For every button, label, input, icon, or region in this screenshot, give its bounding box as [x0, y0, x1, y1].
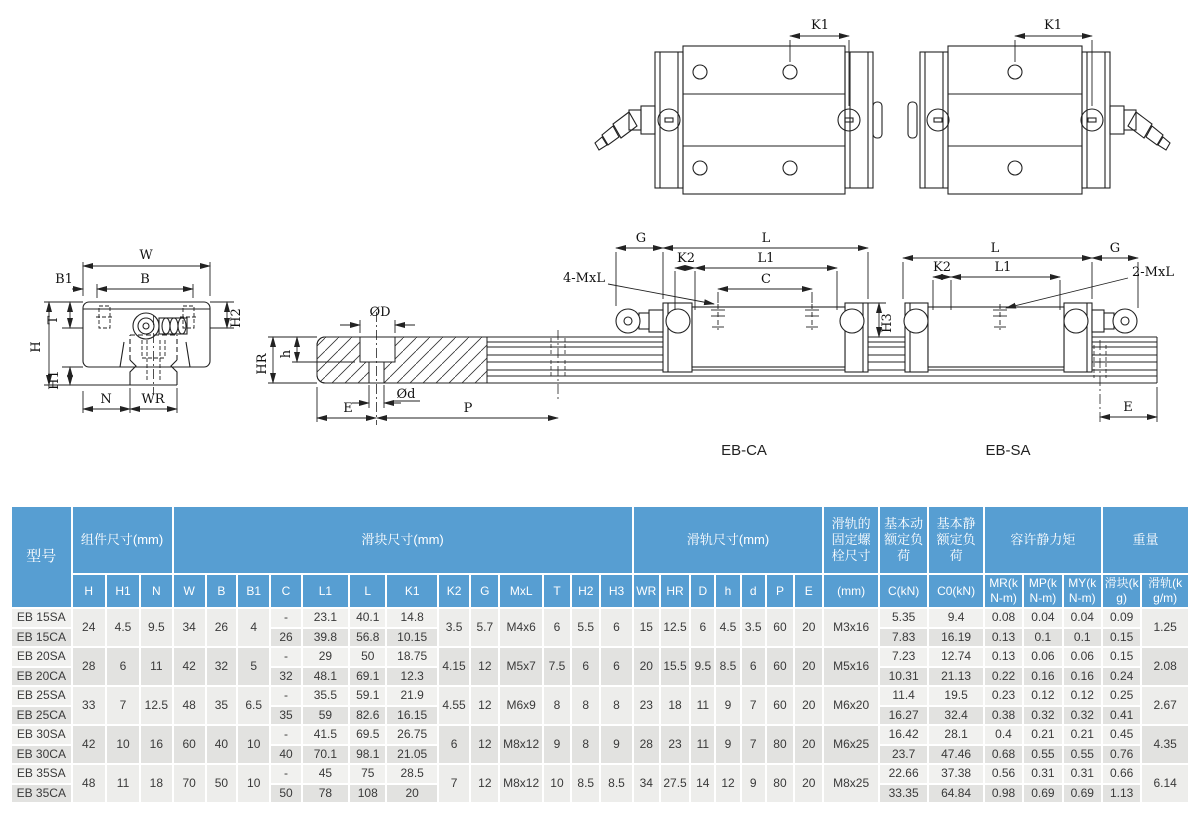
cell-C0_kN: 64.84	[928, 784, 984, 804]
cell-MP: 0.06	[1023, 647, 1062, 667]
cell-bolt-size: M3x16	[823, 608, 879, 647]
dim-label-g-sa: G	[1109, 241, 1121, 256]
dim-label-k1-sa: K1	[1044, 18, 1062, 33]
cell-MY: 0.69	[1063, 784, 1102, 804]
cell-L1: 59	[302, 706, 349, 726]
cell-K1: 10.15	[386, 628, 437, 648]
col-header-k2: K2	[438, 574, 470, 608]
cell-D: 14	[690, 764, 715, 803]
cell-L: 108	[349, 784, 386, 804]
cell-C0_kN: 28.1	[928, 725, 984, 745]
col-header-n: N	[140, 574, 172, 608]
dim-label-h: H	[29, 341, 44, 353]
cell-W: 34	[173, 608, 206, 647]
cell-T: 6	[543, 608, 571, 647]
cell-WR: 23	[633, 686, 660, 725]
cell-H3: 6	[600, 608, 632, 647]
cell-H: 42	[72, 725, 106, 764]
cell-MY: 0.55	[1063, 745, 1102, 765]
dim-label-l1-sa: L1	[994, 260, 1012, 275]
cell-WR: 34	[633, 764, 660, 803]
dim-label-w: W	[139, 248, 153, 263]
col-header-ckn: C(kN)	[879, 574, 928, 608]
cell-block_kg: 0.15	[1102, 628, 1141, 648]
cell-C: -	[270, 725, 301, 745]
model-cell: EB 30SA	[11, 725, 72, 745]
dim-label-l-ca: L	[761, 231, 771, 246]
top-view-sa-block	[908, 46, 1170, 194]
col-group-0: 组件尺寸(mm)	[72, 506, 173, 574]
caption-eb-sa: EB-SA	[985, 442, 1031, 459]
dim-label-b1: B1	[55, 272, 73, 287]
dim-label-l-sa: L	[990, 241, 1000, 256]
cell-L: 40.1	[349, 608, 386, 628]
cell-C: -	[270, 647, 301, 667]
model-cell: EB 15CA	[11, 628, 72, 648]
cell-MP: 0.12	[1023, 686, 1062, 706]
cell-C0_kN: 21.13	[928, 667, 984, 687]
dim-label-n: N	[100, 392, 112, 407]
cell-C: 50	[270, 784, 301, 804]
cell-H3: 6	[600, 647, 632, 686]
cell-H: 24	[72, 608, 106, 647]
cell-MY: 0.21	[1063, 725, 1102, 745]
cell-MP: 0.32	[1023, 706, 1062, 726]
col-header-d: d	[741, 574, 766, 608]
cell-K1: 16.15	[386, 706, 437, 726]
cell-HR: 23	[660, 725, 690, 764]
cell-h: 9	[715, 725, 740, 764]
cell-B: 32	[206, 647, 237, 686]
cell-block_kg: 0.25	[1102, 686, 1141, 706]
cell-H3: 8	[600, 686, 632, 725]
cell-h: 4.5	[715, 608, 740, 647]
col-header-l: L	[349, 574, 386, 608]
dim-label-4mxl: 4-MxL	[563, 271, 605, 286]
cell-H2: 5.5	[571, 608, 600, 647]
cell-rail-weight: 2.67	[1141, 686, 1189, 725]
cell-MY: 0.04	[1063, 608, 1102, 628]
cell-L1: 29	[302, 647, 349, 667]
caption-eb-ca: EB-CA	[721, 442, 767, 459]
cell-block_kg: 0.24	[1102, 667, 1141, 687]
cell-HR: 18	[660, 686, 690, 725]
col-header-d: D	[690, 574, 715, 608]
dim-label-inner-diameter: Ød	[396, 387, 416, 402]
col-group-3: 滑轨的固定螺栓尺寸	[823, 506, 879, 574]
cell-E: 20	[794, 647, 823, 686]
model-cell: EB 35SA	[11, 764, 72, 784]
cell-L: 50	[349, 647, 386, 667]
cell-B: 50	[206, 764, 237, 803]
cell-D: 11	[690, 686, 715, 725]
cell-C0_kN: 16.19	[928, 628, 984, 648]
cell-MR: 0.98	[984, 784, 1023, 804]
cell-H: 48	[72, 764, 106, 803]
cell-h: 8.5	[715, 647, 740, 686]
cell-H3: 9	[600, 725, 632, 764]
cell-C0_kN: 47.46	[928, 745, 984, 765]
cell-D: 9.5	[690, 647, 715, 686]
cell-K1: 12.3	[386, 667, 437, 687]
cell-C0_kN: 12.74	[928, 647, 984, 667]
cell-rail-weight: 6.14	[1141, 764, 1189, 803]
dim-label-l1-ca: L1	[757, 251, 775, 266]
cell-H3: 8.5	[600, 764, 632, 803]
cell-C_kN: 7.83	[879, 628, 928, 648]
model-cell: EB 15SA	[11, 608, 72, 628]
dim-label-h3: H3	[880, 313, 895, 333]
dim-label-h-small: h	[279, 349, 294, 359]
model-cell: EB 30CA	[11, 745, 72, 765]
cell-MP: 0.31	[1023, 764, 1062, 784]
cell-MR: 0.23	[984, 686, 1023, 706]
dim-label-e-section: E	[343, 401, 353, 416]
cell-W: 42	[173, 647, 206, 686]
cell-bolt-size: M6x20	[823, 686, 879, 725]
cell-B1: 5	[237, 647, 270, 686]
cell-MP: 0.55	[1023, 745, 1062, 765]
cell-d: 6	[741, 647, 766, 686]
front-view-block-on-rail	[83, 302, 210, 395]
cell-C: 32	[270, 667, 301, 687]
cell-C_kN: 11.4	[879, 686, 928, 706]
cell-C: 40	[270, 745, 301, 765]
col-group-4: 基本动额定负荷	[879, 506, 928, 574]
cell-MxL: M8x12	[499, 725, 542, 764]
cell-L1: 41.5	[302, 725, 349, 745]
specification-table-container	[10, 505, 1190, 804]
dim-label-e-sa: E	[1123, 400, 1133, 415]
col-header-l1: L1	[302, 574, 349, 608]
cell-MxL: M8x12	[499, 764, 542, 803]
cell-G: 12	[470, 686, 499, 725]
cell-MP: 0.04	[1023, 608, 1062, 628]
cell-bolt-size: M5x16	[823, 647, 879, 686]
cell-G: 12	[470, 725, 499, 764]
col-header-kg: 滑块(kg)	[1102, 574, 1141, 608]
col-header-hr: HR	[660, 574, 690, 608]
cell-C_kN: 10.31	[879, 667, 928, 687]
cell-C: -	[270, 608, 301, 628]
model-cell: EB 20CA	[11, 667, 72, 687]
cell-H: 33	[72, 686, 106, 725]
cell-rail-weight: 2.08	[1141, 647, 1189, 686]
cell-N: 11	[140, 647, 172, 686]
cell-P: 80	[766, 725, 794, 764]
cell-block_kg: 1.13	[1102, 784, 1141, 804]
cell-C0_kN: 9.4	[928, 608, 984, 628]
cell-P: 60	[766, 686, 794, 725]
cell-C_kN: 22.66	[879, 764, 928, 784]
cell-d: 3.5	[741, 608, 766, 647]
col-header-model: 型号	[11, 506, 72, 608]
cell-W: 60	[173, 725, 206, 764]
cell-rail-weight: 1.25	[1141, 608, 1189, 647]
cell-L: 69.1	[349, 667, 386, 687]
cell-MY: 0.1	[1063, 628, 1102, 648]
cell-W: 70	[173, 764, 206, 803]
cell-C: 35	[270, 706, 301, 726]
col-header-h1: H1	[106, 574, 140, 608]
cell-E: 20	[794, 686, 823, 725]
cell-T: 8	[543, 686, 571, 725]
col-header-h: h	[715, 574, 740, 608]
cell-h: 12	[715, 764, 740, 803]
cell-MxL: M4x6	[499, 608, 542, 647]
cell-H: 28	[72, 647, 106, 686]
cell-H2: 6	[571, 647, 600, 686]
dim-label-h1: H1	[47, 370, 62, 390]
cell-W: 48	[173, 686, 206, 725]
dim-label-p: P	[463, 401, 473, 416]
cell-G: 12	[470, 647, 499, 686]
cell-MR: 0.38	[984, 706, 1023, 726]
cell-T: 9	[543, 725, 571, 764]
cell-L: 75	[349, 764, 386, 784]
cell-D: 6	[690, 608, 715, 647]
cell-block_kg: 0.45	[1102, 725, 1141, 745]
cell-P: 60	[766, 647, 794, 686]
cell-H2: 8	[571, 686, 600, 725]
col-header-h2: H2	[571, 574, 600, 608]
cell-T: 7.5	[543, 647, 571, 686]
cell-MR: 0.13	[984, 647, 1023, 667]
cell-H2: 8	[571, 725, 600, 764]
cell-N: 18	[140, 764, 172, 803]
cell-MxL: M6x9	[499, 686, 542, 725]
cell-C: 26	[270, 628, 301, 648]
cell-bolt-size: M6x25	[823, 725, 879, 764]
dim-label-k2-ca: K2	[677, 251, 695, 266]
cell-MR: 0.13	[984, 628, 1023, 648]
model-cell: EB 25SA	[11, 686, 72, 706]
cell-L: 69.5	[349, 725, 386, 745]
col-header-wr: WR	[633, 574, 660, 608]
cell-N: 16	[140, 725, 172, 764]
cell-MP: 0.1	[1023, 628, 1062, 648]
col-group-5: 基本静额定负荷	[928, 506, 984, 574]
cell-B: 26	[206, 608, 237, 647]
cell-L1: 70.1	[302, 745, 349, 765]
cell-block_kg: 0.41	[1102, 706, 1141, 726]
col-header-c: C	[270, 574, 301, 608]
cell-C_kN: 33.35	[879, 784, 928, 804]
cell-MR: 0.68	[984, 745, 1023, 765]
cell-C: -	[270, 686, 301, 706]
cell-C0_kN: 19.5	[928, 686, 984, 706]
dim-label-wr: WR	[141, 392, 165, 407]
cell-L1: 78	[302, 784, 349, 804]
cell-HR: 15.5	[660, 647, 690, 686]
col-group-1: 滑块尺寸(mm)	[173, 506, 633, 574]
cell-block_kg: 0.66	[1102, 764, 1141, 784]
cell-B: 40	[206, 725, 237, 764]
cell-K2: 4.15	[438, 647, 470, 686]
cell-WR: 15	[633, 608, 660, 647]
cell-B: 35	[206, 686, 237, 725]
dim-label-2mxl: 2-MxL	[1132, 265, 1174, 280]
top-view-sa-dimension-k1	[1015, 18, 1092, 106]
cell-B1: 6.5	[237, 686, 270, 725]
cell-MY: 0.06	[1063, 647, 1102, 667]
cell-K1: 21.9	[386, 686, 437, 706]
cell-h: 9	[715, 686, 740, 725]
dim-label-k1-ca: K1	[811, 18, 829, 33]
cell-C0_kN: 37.38	[928, 764, 984, 784]
model-cell: EB 35CA	[11, 784, 72, 804]
col-header-e: E	[794, 574, 823, 608]
col-header-kgm: 滑轨(kg/m)	[1141, 574, 1189, 608]
cell-H1: 6	[106, 647, 140, 686]
cell-L1: 35.5	[302, 686, 349, 706]
cell-C: -	[270, 764, 301, 784]
cell-C0_kN: 32.4	[928, 706, 984, 726]
cell-HR: 27.5	[660, 764, 690, 803]
dim-label-hr: HR	[255, 353, 270, 375]
cell-rail-weight: 4.35	[1141, 725, 1189, 764]
dim-label-g-ca: G	[635, 231, 647, 246]
col-header-mxl: MxL	[499, 574, 542, 608]
cell-K1: 18.75	[386, 647, 437, 667]
col-header-mm: (mm)	[823, 574, 879, 608]
cell-G: 5.7	[470, 608, 499, 647]
cell-MP: 0.69	[1023, 784, 1062, 804]
cell-B1: 10	[237, 725, 270, 764]
dim-label-t: T	[46, 315, 61, 325]
top-view-ca-block	[595, 46, 882, 194]
cell-P: 60	[766, 608, 794, 647]
cell-MY: 0.16	[1063, 667, 1102, 687]
col-header-c0kn: C0(kN)	[928, 574, 984, 608]
cell-d: 7	[741, 686, 766, 725]
cell-B1: 10	[237, 764, 270, 803]
cell-H1: 10	[106, 725, 140, 764]
cell-HR: 12.5	[660, 608, 690, 647]
cell-K1: 28.5	[386, 764, 437, 784]
cell-D: 11	[690, 725, 715, 764]
cell-d: 9	[741, 764, 766, 803]
cell-L: 82.6	[349, 706, 386, 726]
cell-MxL: M5x7	[499, 647, 542, 686]
cell-K1: 21.05	[386, 745, 437, 765]
cell-WR: 20	[633, 647, 660, 686]
cell-C_kN: 16.42	[879, 725, 928, 745]
col-header-b1: B1	[237, 574, 270, 608]
cell-E: 20	[794, 725, 823, 764]
cell-block_kg: 0.76	[1102, 745, 1141, 765]
cell-K1: 20	[386, 784, 437, 804]
cell-L1: 39.8	[302, 628, 349, 648]
cell-K2: 4.55	[438, 686, 470, 725]
cell-L1: 45	[302, 764, 349, 784]
dim-label-outer-diameter: ØD	[369, 305, 391, 320]
col-header-h3: H3	[600, 574, 632, 608]
cell-C_kN: 7.23	[879, 647, 928, 667]
dim-label-c-ca: C	[761, 272, 771, 287]
cell-K2: 7	[438, 764, 470, 803]
col-group-2: 滑轨尺寸(mm)	[633, 506, 824, 574]
model-cell: EB 25CA	[11, 706, 72, 726]
cell-E: 20	[794, 764, 823, 803]
dim-label-h2: H2	[229, 308, 244, 328]
cell-B1: 4	[237, 608, 270, 647]
cell-K1: 14.8	[386, 608, 437, 628]
cell-T: 10	[543, 764, 571, 803]
front-view-dimensions	[29, 248, 244, 413]
col-header-w: W	[173, 574, 206, 608]
cell-MY: 0.31	[1063, 764, 1102, 784]
cell-MR: 0.4	[984, 725, 1023, 745]
cell-H1: 11	[106, 764, 140, 803]
cell-H1: 7	[106, 686, 140, 725]
cell-WR: 28	[633, 725, 660, 764]
cell-E: 20	[794, 608, 823, 647]
col-header-myknm: MY(kN-m)	[1063, 574, 1102, 608]
cell-K2: 3.5	[438, 608, 470, 647]
cell-MP: 0.16	[1023, 667, 1062, 687]
cell-block_kg: 0.15	[1102, 647, 1141, 667]
col-header-b: B	[206, 574, 237, 608]
cell-MR: 0.22	[984, 667, 1023, 687]
cell-d: 7	[741, 725, 766, 764]
cell-C_kN: 23.7	[879, 745, 928, 765]
cell-MY: 0.12	[1063, 686, 1102, 706]
cell-L: 98.1	[349, 745, 386, 765]
cell-G: 12	[470, 764, 499, 803]
cell-N: 12.5	[140, 686, 172, 725]
cell-L1: 48.1	[302, 667, 349, 687]
cell-L1: 23.1	[302, 608, 349, 628]
cell-P: 80	[766, 764, 794, 803]
specification-table	[10, 505, 1190, 804]
cell-MR: 0.08	[984, 608, 1023, 628]
model-cell: EB 20SA	[11, 647, 72, 667]
col-group-6: 容许静力矩	[984, 506, 1102, 574]
cell-MP: 0.21	[1023, 725, 1062, 745]
col-header-k1: K1	[386, 574, 437, 608]
top-view-ca-dimension-k1	[790, 18, 849, 106]
cell-N: 9.5	[140, 608, 172, 647]
cell-block_kg: 0.09	[1102, 608, 1141, 628]
cell-bolt-size: M8x25	[823, 764, 879, 803]
col-header-mpknm: MP(kN-m)	[1023, 574, 1062, 608]
cell-L: 56.8	[349, 628, 386, 648]
cell-K2: 6	[438, 725, 470, 764]
cell-MR: 0.56	[984, 764, 1023, 784]
cell-H2: 8.5	[571, 764, 600, 803]
cell-L: 59.1	[349, 686, 386, 706]
col-header-p: P	[766, 574, 794, 608]
cell-MY: 0.32	[1063, 706, 1102, 726]
col-header-g: G	[470, 574, 499, 608]
col-header-t: T	[543, 574, 571, 608]
cell-C_kN: 5.35	[879, 608, 928, 628]
col-header-h: H	[72, 574, 106, 608]
cell-C_kN: 16.27	[879, 706, 928, 726]
col-group-7: 重量	[1102, 506, 1189, 574]
cell-H1: 4.5	[106, 608, 140, 647]
dim-label-b: B	[140, 272, 150, 287]
cell-K1: 26.75	[386, 725, 437, 745]
dim-label-k2-sa: K2	[933, 260, 951, 275]
col-header-mrknm: MR(kN-m)	[984, 574, 1023, 608]
